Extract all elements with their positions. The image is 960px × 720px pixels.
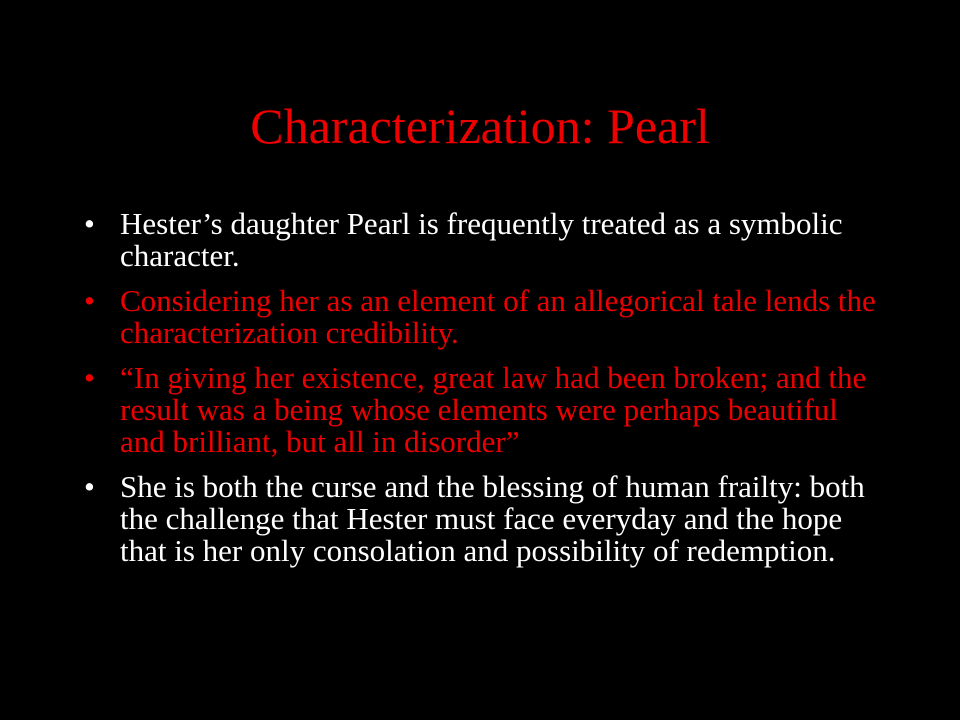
bullet-item-3: [82, 362, 882, 458]
bullet-list: [82, 208, 882, 580]
slide-title: Characterization: Pearl: [250, 98, 710, 154]
bullet-text: She is both the curse and the blessing of human frailty: both the challenge that Hester must face everyday and the hope that is her only consolation and possibility of redemption.: [120, 469, 865, 568]
bullet-icon: •: [84, 206, 95, 241]
bullet-text: “In giving her existence, great law had been broken; and the result was a being whose elements were perhaps beautiful and brilliant, but all in disorder”: [120, 360, 867, 459]
bullet-icon: •: [84, 283, 95, 318]
bullet-icon: •: [84, 360, 95, 395]
bullet-item-2: [82, 285, 882, 349]
bullet-text: Considering her as an element of an allegorical tale lends the characterization credibility.: [120, 283, 876, 350]
bullet-icon: •: [84, 469, 95, 504]
bullet-text: Hester’s daughter Pearl is frequently treated as a symbolic character.: [120, 206, 843, 273]
bullet-item-4: [82, 471, 882, 567]
bullet-item-1: [82, 208, 882, 272]
